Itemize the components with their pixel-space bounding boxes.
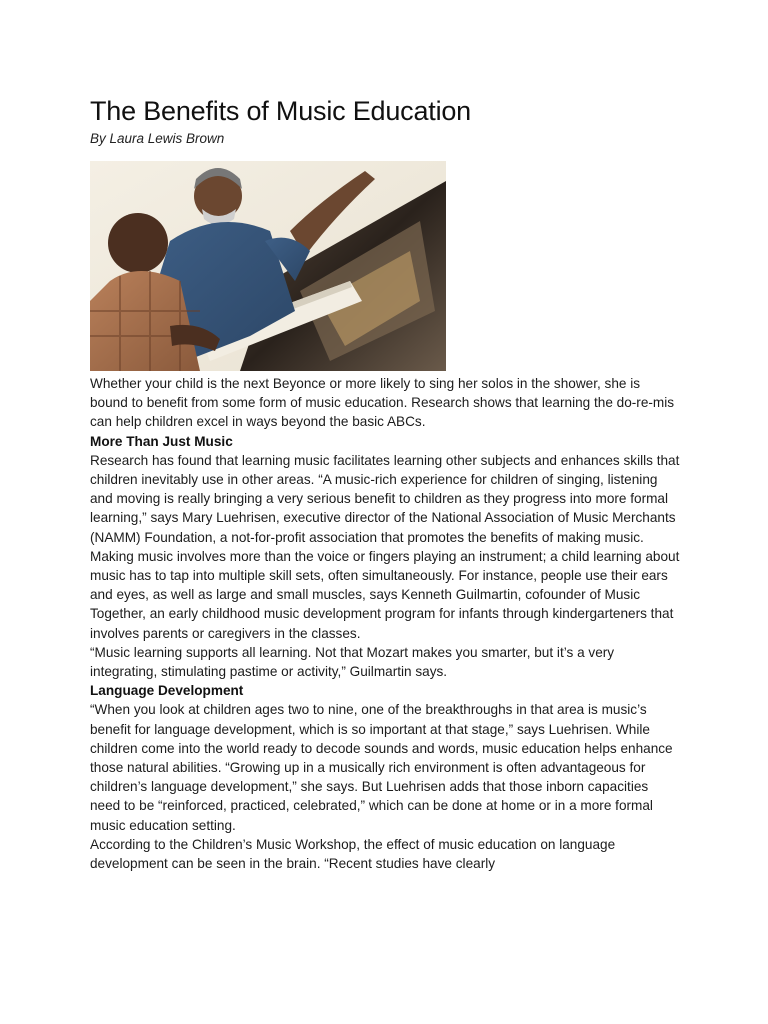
section-heading: More Than Just Music (90, 433, 233, 449)
intro-paragraph: Whether your child is the next Beyonce or more likely to sing her solos in the shower, she is bound to benefit from some form of music education. Research shows that learning the do-re-mis can help children excel in ways beyond the basic ABCs. (90, 376, 675, 430)
photo-illustration (90, 161, 446, 371)
photo-teacher-and-child-at-piano (90, 161, 446, 371)
paragraph: “When you look at children ages two to nine, one of the breakthroughs in that area is music’s benefit for language development, which is so important at that stage,” says Luehrisen. While children come into the world ready to decode sounds and words, music education helps enhance those natural abilities. “Growing up in a musically rich environment is often advantageous for children’s language development,” she says. But Luehrisen adds that those inborn capacities need to be “reinforced, practiced, celebrated,” which can be done at home or in a more formal music education setting. (90, 702, 673, 833)
byline: By Laura Lewis Brown (90, 131, 225, 146)
paragraph: Making music involves more than the voice or fingers playing an instrument; a child learning about music has to tap into multiple skill sets, often simultaneously. For instance, people use their ears and eyes, as well as large and small muscles, says Kenneth Guilmartin, cofounder of Music Together, an early childhood music development program for infants through kindergarteners that involves parents or caregivers in the classes. (90, 548, 680, 641)
paragraph: According to the Children’s Music Workshop, the effect of music education on language development can be seen in the brain. “Recent studies have clearly (90, 836, 616, 872)
page-title: The Benefits of Music Education (90, 96, 472, 126)
paragraph: “Music learning supports all learning. Not that Mozart makes you smarter, but it’s a very integrating, stimulating pastime or activity,” Guilmartin says. (90, 644, 615, 680)
article-body (90, 374, 680, 873)
article (90, 94, 680, 873)
paragraph: Research has found that learning music facilitates learning other subjects and enhances skills that children inevitably use in other areas. “A music-rich experience for children of singing, listening and moving is really bringing a very serious benefit to children as they progress into more formal learning,” says Mary Luehrisen, executive director of the National Association of Music Merchants (NAMM) Foundation, a not-for-profit association that promotes the benefits of making music. (90, 452, 680, 545)
section-heading: Language Development (90, 683, 244, 699)
